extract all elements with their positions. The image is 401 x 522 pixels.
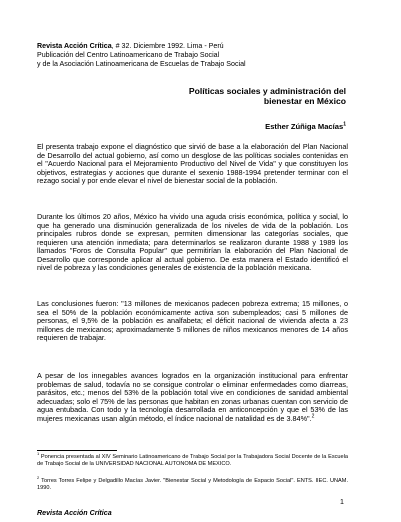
header-line-1 [37,42,367,51]
author-line [40,122,346,131]
footnote-1-text: Ponencia presentada al XIV Seminario Latinoamericano de Trabajo Social por la Trabajadora Social Docente de la Escuela de Trabajo Social de la UNIVERSIDAD NACIONAL AUTONOMA DE MEXICO. [37,454,348,467]
footnote-1 [37,451,348,468]
title-line-2: bienestar en México [263,96,346,107]
paragraph-3: Las conclusiones fueron: "13 millones de mexicanos padecen pobreza extrema; 15 millones, o sea el 50% de la población económicamente activa son subempleados; casi 5 millones de personas, el 9,5% de la población es analfabeta; el déficit nacional de vivienda afecta a 23 millones de mexicanos; aproximadamente 5 millones de niños mexicanos menores de 14 años requieren de trabajar. [37,299,348,343]
footnote-1-mark: 1 [37,451,40,457]
paragraph-4 [37,372,348,423]
header-line-3: y de la Asociación Latinoamericana de Escuelas de Trabajo Social [37,59,246,68]
paragraph-4-footnote-mark: 2 [311,413,315,420]
paragraph-1: El presenta trabajo expone el diagnóstico que sirvió de base a la elaboración del Plan Nacional de Desarrollo del actual gobierno, así como un desglose de las políticas sociales contenidas en el "Acuerdo Nacional para el Mejoramiento Productivo del Nivel de Vida" y que constituyen los objetivos, estrategias y acciones que durante el sexenio 1988-1994 pretender terminar con el rezago social y por ende elevar el nivel de bienestar social de la población. [37,142,348,186]
paragraph-4-text: A pesar de los innegables avances logrados en la organización institucional para enfrentar problemas de salud, todavía no se consigue controlar o eliminar enfermedades como diarreas, parásitos, etc.; menos del 53% de la población total vive en condiciones de sanidad ambiental adecuadas; solo el 75% de las personas que habitan en zonas urbanas cuentan con servicio de agua entubada. Con todo y la tecnología desarrollada en anticoncepción y que el 53% de las mujeres mexicanas usan algún método, el índice nacional de natalidad es de 3.84%". [37,371,348,423]
page-footer: Revista Acción Crítica [37,509,112,517]
footnote-rule [37,450,117,451]
paragraph-2: Durante los últimos 20 años, México ha vivido una aguda crisis económica, política y social, lo que ha generado una disminución generalizada de los niveles de vida de la población. Los principales rubros donde se expresan, permiten dimensionar las categorías sociales, que requieren una atención inmediata; para determinarlos se realizaron durante 1988 y 1989 los llamados "Foros de Consulta Popular" que permitirían la elaboración del Plan Nacional de Desarrollo que corresponde aplicar al actual gobierno. De esta manera el Estado identificó el nivel de pobreza y las condiciones generales de existencia de la población mexicana. [37,212,348,273]
title-line-1: Políticas sociales y administración del [188,86,346,96]
author-footnote-mark: 1 [343,121,346,128]
footnote-2-text: Torres Torres Felipe y Delgadillo Macías Javier. "Bienestar Social y Metodología de Espacio Social". ENTS. IIEC. UNAM. 1990. [37,478,348,491]
issue-info: , # 32. Diciembre 1992. Lima - Perú [111,42,224,50]
footnote-2-mark: 2 [37,475,40,481]
page-number: 1 [340,498,344,506]
footnote-2 [37,475,348,492]
journal-name: Revista Acción Crítica [37,42,112,50]
journal-header [37,42,367,69]
article-title [40,86,346,107]
header-line-2: Publicación del Centro Latinoamericano de Trabajo Social [37,50,220,59]
author-name: Esther Zúñiga Macías [265,122,344,131]
